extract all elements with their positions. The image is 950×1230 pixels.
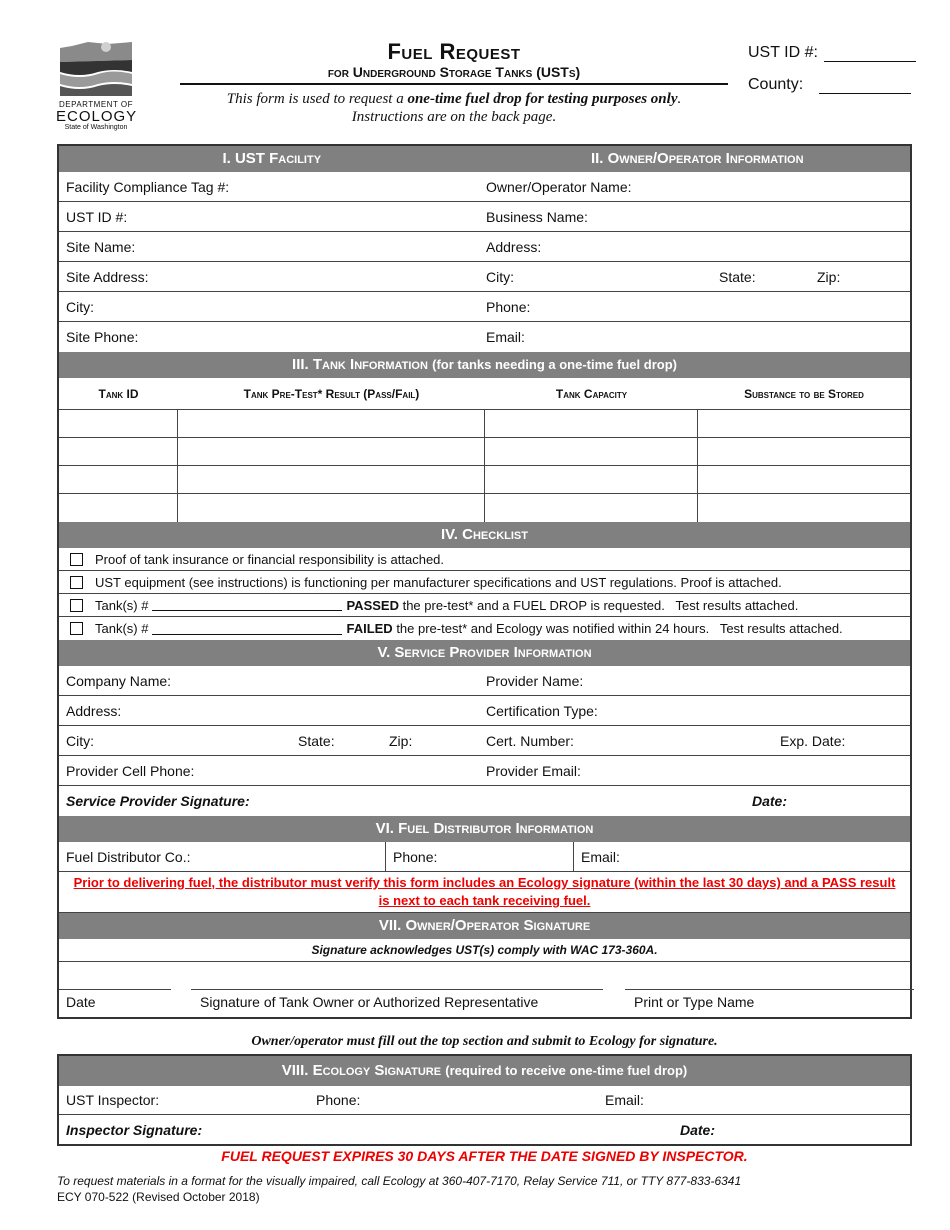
owner-city-field[interactable]: City: bbox=[486, 268, 514, 285]
inspector-row bbox=[59, 1086, 910, 1115]
tank-substance-cell[interactable] bbox=[698, 410, 910, 437]
provider-row-3 bbox=[59, 726, 910, 756]
failed-checkbox[interactable] bbox=[70, 622, 83, 635]
ecology-logo-icon bbox=[58, 40, 134, 98]
distributor-phone-field[interactable]: Phone: bbox=[386, 842, 574, 871]
ecology-form bbox=[57, 1054, 912, 1146]
signature-label: Signature of Tank Owner or Authorized Representative bbox=[200, 994, 539, 1010]
provider-row-5 bbox=[59, 786, 910, 816]
owner-zip-field[interactable]: Zip: bbox=[817, 268, 841, 285]
ack-row: Signature acknowledges UST(s) comply with WAC 173-360A. bbox=[59, 939, 910, 962]
insurance-checkbox[interactable] bbox=[70, 553, 83, 566]
provider-name-field[interactable]: Provider Name: bbox=[486, 672, 584, 689]
inspector-signature-row bbox=[59, 1115, 910, 1144]
owner-address-field[interactable]: Address: bbox=[486, 238, 542, 255]
tank-id-cell[interactable] bbox=[59, 410, 178, 437]
tank-capacity-cell[interactable] bbox=[485, 410, 698, 437]
tank-id-cell[interactable] bbox=[59, 438, 178, 465]
section-8-header bbox=[59, 1056, 910, 1086]
passed-tanks-label: Tank(s) # bbox=[95, 597, 149, 613]
owner-name-field[interactable]: Owner/Operator Name: bbox=[486, 178, 632, 195]
facility-row-2 bbox=[59, 202, 910, 232]
intro-end: . bbox=[677, 91, 682, 107]
provider-signature-field[interactable]: Service Provider Signature: bbox=[66, 793, 250, 809]
tank-row bbox=[59, 410, 910, 438]
distributor-company-field[interactable]: Fuel Distributor Co.: bbox=[59, 842, 386, 871]
top-right-fields bbox=[748, 44, 916, 108]
provider-city-field[interactable]: City: bbox=[66, 732, 94, 749]
provider-address-field[interactable]: Address: bbox=[66, 702, 122, 719]
logo-dept-text: DEPARTMENT OF bbox=[58, 100, 134, 109]
checklist-item-insurance bbox=[59, 548, 910, 571]
site-name-field[interactable]: Site Name: bbox=[66, 238, 136, 255]
owner-state-field[interactable]: State: bbox=[719, 268, 756, 285]
tank-capacity-cell[interactable] bbox=[485, 494, 698, 522]
section-8-title: VIII. Ecology Signature bbox=[281, 1062, 442, 1079]
owner-note: Owner/operator must fill out the top section and submit to Ecology for signature. bbox=[251, 1034, 718, 1049]
facility-row-6 bbox=[59, 322, 910, 352]
form-number: ECY 070-522 (Revised October 2018) bbox=[57, 1190, 260, 1204]
provider-row-4 bbox=[59, 756, 910, 786]
section-4-header: IV. Checklist bbox=[59, 522, 910, 548]
section-2-title: II. Owner/Operator Information bbox=[590, 150, 804, 167]
main-form bbox=[57, 144, 912, 1019]
section-7-header: VII. Owner/Operator Signature bbox=[59, 913, 910, 939]
certification-type-field[interactable]: Certification Type: bbox=[486, 702, 598, 719]
intro-instructions: Instructions are on the back page. bbox=[351, 109, 557, 125]
provider-date-field[interactable]: Date: bbox=[752, 793, 788, 809]
tank-row bbox=[59, 438, 910, 466]
section-3-title: III. Tank Information bbox=[292, 356, 428, 373]
inspector-email-field[interactable]: Email: bbox=[605, 1092, 644, 1108]
tank-id-cell[interactable] bbox=[59, 494, 178, 522]
facility-row-5 bbox=[59, 292, 910, 322]
business-name-field[interactable]: Business Name: bbox=[486, 208, 588, 225]
tank-substance-cell[interactable] bbox=[698, 438, 910, 465]
date-label: Date bbox=[66, 994, 96, 1010]
failed-bold: FAILED bbox=[346, 621, 393, 636]
county-label: County: bbox=[748, 76, 804, 93]
section-3-note: (for tanks needing a one-time fuel drop) bbox=[432, 357, 677, 372]
provider-zip-field[interactable]: Zip: bbox=[389, 732, 413, 749]
facility-tag-field[interactable]: Facility Compliance Tag #: bbox=[66, 178, 230, 195]
tank-capacity-col: Tank Capacity bbox=[555, 386, 628, 401]
county-field[interactable] bbox=[748, 76, 916, 108]
tank-substance-col: Substance to be Stored bbox=[744, 386, 864, 401]
exp-date-field[interactable]: Exp. Date: bbox=[780, 732, 846, 749]
failed-tanks-input[interactable] bbox=[152, 623, 342, 635]
tank-row bbox=[59, 466, 910, 494]
insurance-text: Proof of tank insurance or financial responsibility is attached. bbox=[95, 551, 445, 567]
facility-row-1 bbox=[59, 172, 910, 202]
distributor-email-field[interactable]: Email: bbox=[581, 848, 620, 865]
form-title: Fuel Request bbox=[387, 39, 521, 64]
tank-pretest-cell[interactable] bbox=[178, 494, 485, 522]
intro-bold-text: one-time fuel drop for testing purposes only bbox=[407, 91, 678, 107]
equipment-checkbox[interactable] bbox=[70, 576, 83, 589]
failed-text: the pre-test* and Ecology was notified within 24 hours. Test results attached. bbox=[392, 621, 843, 636]
section-6-header: VI. Fuel Distributor Information bbox=[59, 816, 910, 842]
tank-id-cell[interactable] bbox=[59, 466, 178, 493]
ust-id-input[interactable]: UST ID #: bbox=[66, 208, 128, 225]
provider-cell-field[interactable]: Provider Cell Phone: bbox=[66, 762, 195, 779]
passed-tanks-input[interactable] bbox=[152, 599, 342, 611]
tank-capacity-cell[interactable] bbox=[485, 438, 698, 465]
section-5-header: V. Service Provider Information bbox=[59, 640, 910, 666]
distributor-warning: Prior to delivering fuel, the distributor must verify this form includes an Ecology signature (within the last 30 days) and a PASS result is next to each tank receiving fuel. bbox=[59, 872, 910, 913]
equipment-text: UST equipment (see instructions) is functioning per manufacturer specifications and UST regulations. Proof is attached. bbox=[95, 574, 782, 590]
site-phone-field[interactable]: Site Phone: bbox=[66, 329, 139, 345]
ust-id-field[interactable] bbox=[748, 44, 916, 76]
passed-checkbox[interactable] bbox=[70, 599, 83, 612]
ust-id-line[interactable] bbox=[824, 46, 916, 62]
inspector-signature-field[interactable]: Inspector Signature: bbox=[66, 1121, 203, 1138]
inspector-phone-field[interactable]: Phone: bbox=[316, 1092, 361, 1108]
owner-signature-area bbox=[59, 962, 910, 1017]
site-city-field[interactable]: City: bbox=[66, 298, 94, 315]
tank-pretest-cell[interactable] bbox=[178, 410, 485, 437]
cert-number-field[interactable]: Cert. Number: bbox=[486, 732, 574, 749]
facility-row-3 bbox=[59, 232, 910, 262]
checklist-item-passed bbox=[59, 594, 910, 617]
date-line[interactable] bbox=[59, 989, 171, 990]
section-8-note: (required to receive one-time fuel drop) bbox=[445, 1063, 688, 1078]
tank-capacity-cell[interactable] bbox=[485, 466, 698, 493]
signature-line[interactable] bbox=[191, 989, 603, 990]
logo-name-text: ECOLOGY bbox=[56, 108, 138, 125]
form-subtitle: for Underground Storage Tanks (USTs) bbox=[180, 64, 728, 85]
intro-text: This form is used to request a bbox=[226, 91, 408, 107]
tank-table-header bbox=[59, 378, 910, 410]
provider-state-field[interactable]: State: bbox=[298, 732, 335, 749]
tank-substance-cell[interactable] bbox=[698, 466, 910, 493]
print-name-line[interactable] bbox=[625, 989, 914, 990]
distributor-row bbox=[59, 842, 910, 872]
tank-pretest-cell[interactable] bbox=[178, 438, 485, 465]
accessibility-note: To request materials in a format for the visually impaired, call Ecology at 360-407-7170, Relay Service 711, or TTY 877-833-6341 bbox=[57, 1174, 742, 1188]
provider-row-2 bbox=[59, 696, 910, 726]
provider-email-field[interactable]: Provider Email: bbox=[486, 762, 581, 779]
expires-notice: FUEL REQUEST EXPIRES 30 DAYS AFTER THE DATE SIGNED BY INSPECTOR. bbox=[221, 1148, 748, 1164]
print-name-label: Print or Type Name bbox=[634, 994, 755, 1010]
passed-bold: PASSED bbox=[346, 597, 399, 613]
form-title-block bbox=[180, 40, 728, 126]
failed-tanks-label: Tank(s) # bbox=[95, 621, 149, 636]
owner-email-field[interactable]: Email: bbox=[486, 329, 525, 345]
passed-text: the pre-test* and a FUEL DROP is requested. Test results attached. bbox=[398, 597, 799, 613]
section-1-title: I. UST Facility bbox=[222, 150, 322, 167]
tank-pretest-cell[interactable] bbox=[178, 466, 485, 493]
facility-row-4 bbox=[59, 262, 910, 292]
checklist-item-equipment bbox=[59, 571, 910, 594]
inspector-field[interactable]: UST Inspector: bbox=[66, 1092, 160, 1108]
checklist-item-failed bbox=[59, 617, 910, 640]
tank-substance-cell[interactable] bbox=[698, 494, 910, 522]
tank-pretest-col: Tank Pre-Test* Result (Pass/Fail) bbox=[243, 386, 420, 401]
form-intro bbox=[180, 90, 728, 126]
owner-phone-field[interactable]: Phone: bbox=[486, 298, 531, 315]
tank-id-col: Tank ID bbox=[98, 386, 139, 401]
site-address-field[interactable]: Site Address: bbox=[66, 268, 149, 285]
county-line[interactable] bbox=[819, 78, 911, 94]
inspector-date-field[interactable]: Date: bbox=[680, 1121, 716, 1138]
logo-state-text: State of Washington bbox=[64, 124, 128, 131]
company-name-field[interactable]: Company Name: bbox=[66, 672, 172, 689]
provider-row-1 bbox=[59, 666, 910, 696]
tank-row bbox=[59, 494, 910, 522]
section-1-2-header bbox=[59, 146, 910, 172]
ecology-logo bbox=[56, 40, 136, 132]
ust-id-label: UST ID #: bbox=[748, 44, 818, 61]
section-3-header bbox=[59, 352, 910, 378]
